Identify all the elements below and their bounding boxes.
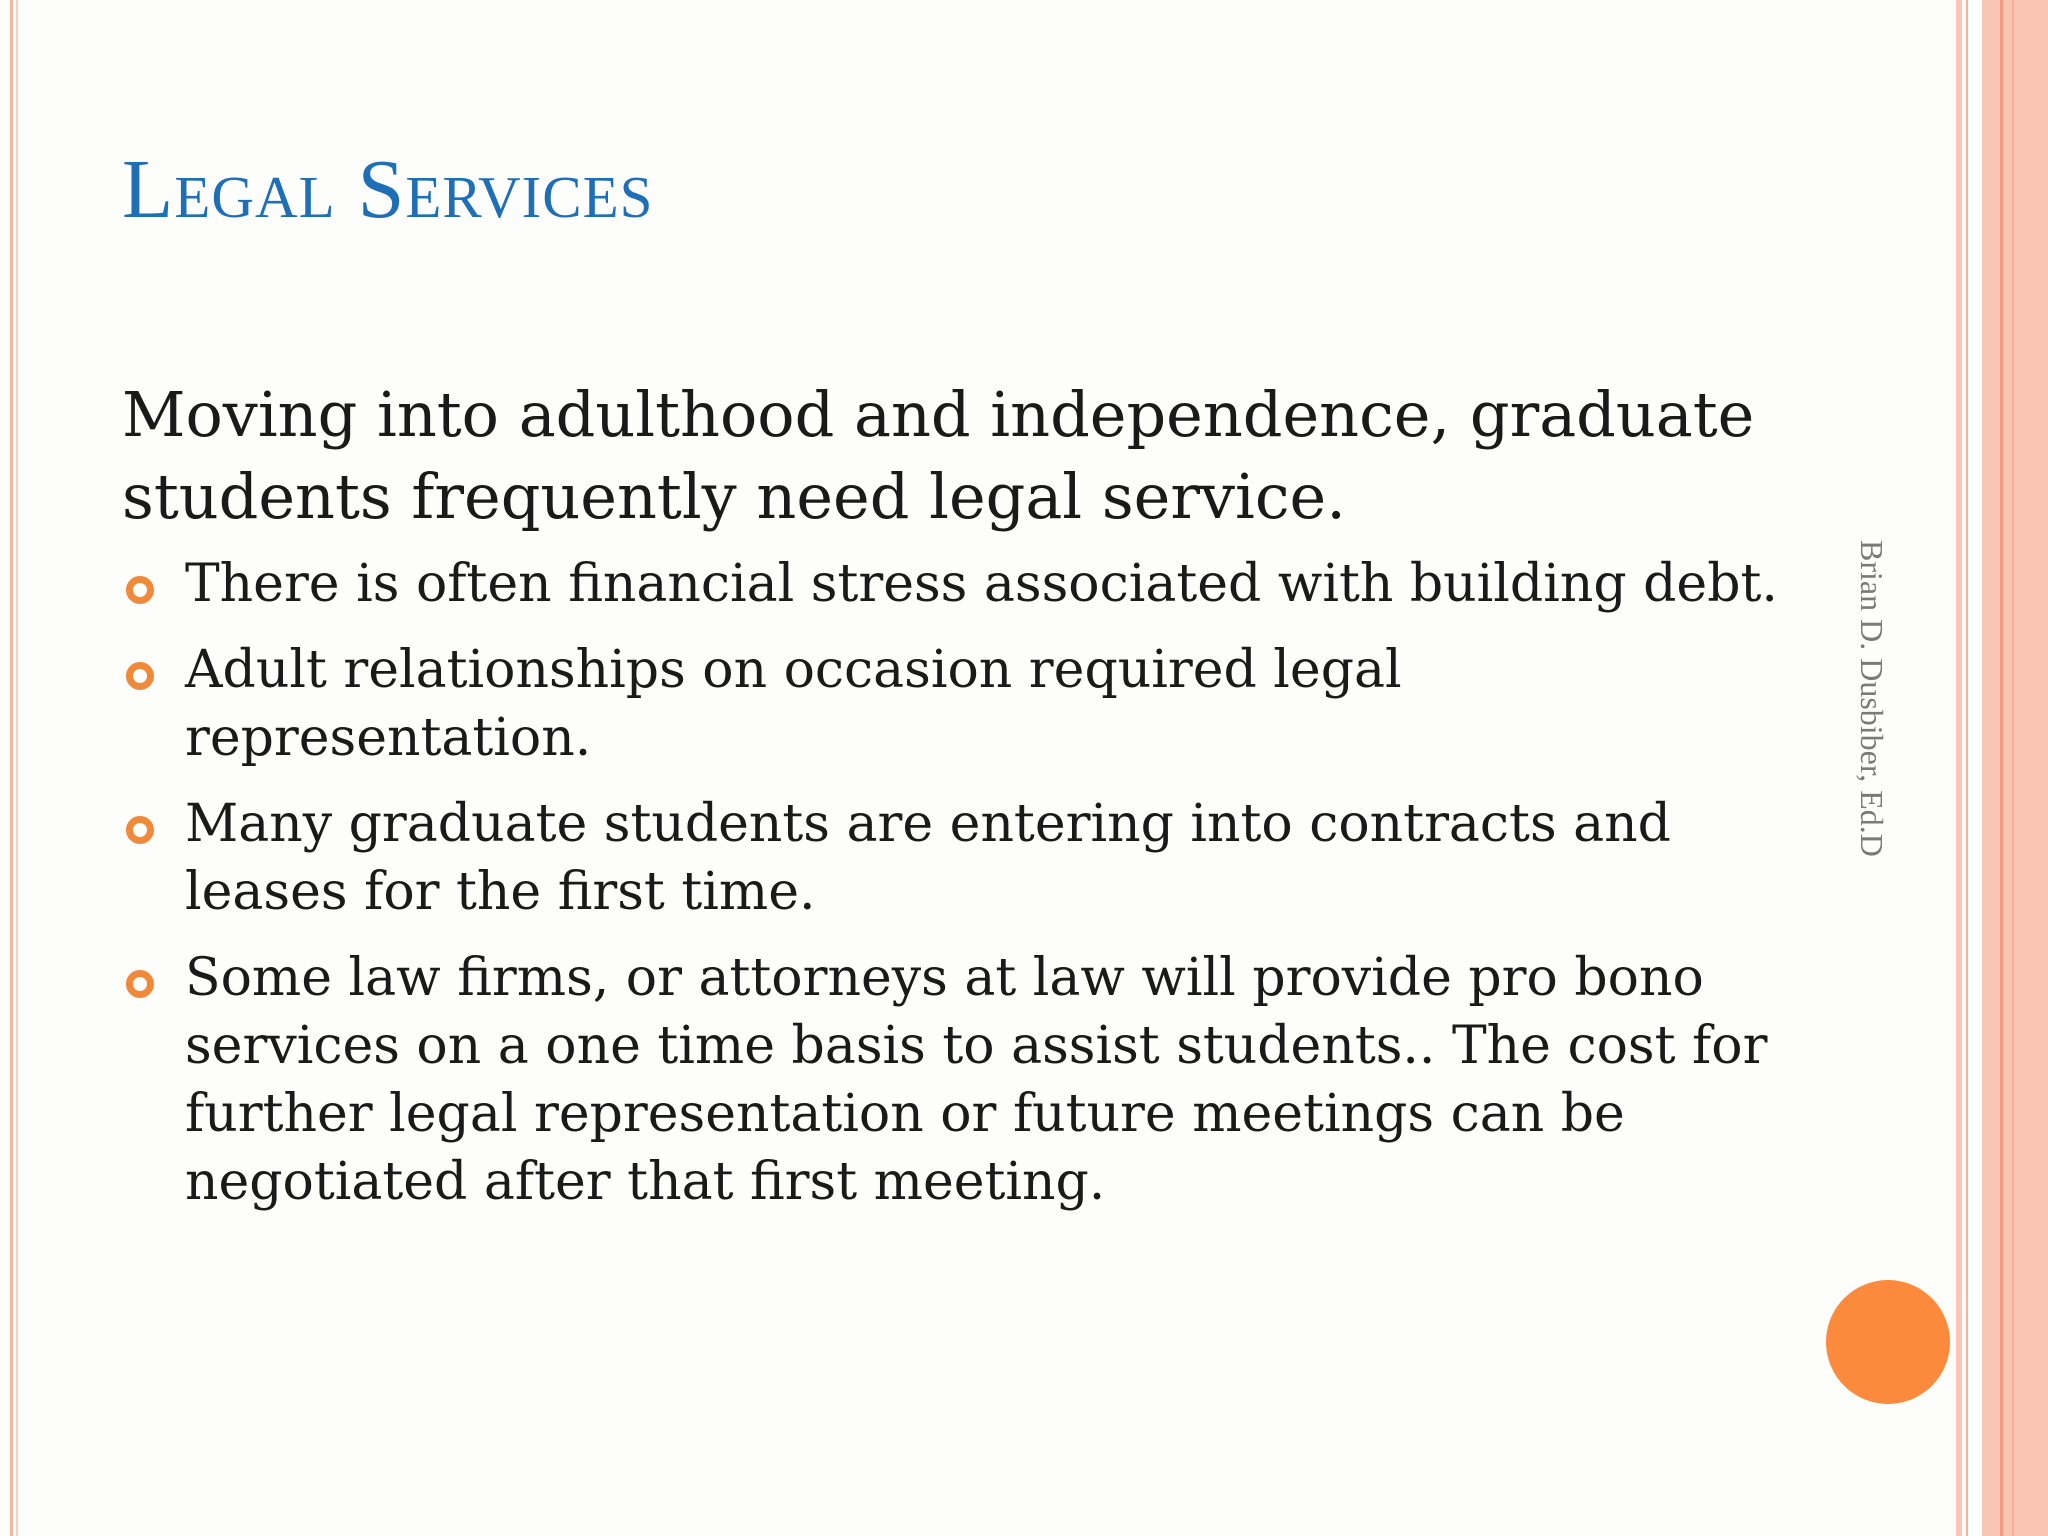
circle-bullet-icon: [126, 576, 154, 604]
list-item: [122, 550, 1802, 618]
accent-circle: [1826, 1280, 1950, 1404]
bullet-text: Adult relationships on occasion required legal representation.: [185, 640, 1402, 768]
right-band-stripe: [2000, 0, 2003, 1536]
lead-paragraph: Moving into adulthood and independence, graduate students frequently need legal service.: [122, 378, 1755, 533]
author-credit: Brian D. Dusbiber, Ed.D: [1854, 540, 1890, 857]
right-border-band: [1982, 0, 2048, 1536]
bullet-text: Many graduate students are entering into contracts and leases for the first time.: [185, 794, 1671, 922]
right-band-stripe-inner: [2012, 0, 2014, 1536]
left-border-line-inner: [16, 0, 18, 1536]
circle-bullet-icon: [126, 662, 154, 690]
list-item: [122, 636, 1802, 772]
bullet-list: [122, 550, 1802, 1216]
slide-title: Legal Services: [122, 143, 654, 236]
list-item: [122, 790, 1802, 926]
right-border-line: [1956, 0, 1962, 1536]
list-item: [122, 944, 1802, 1216]
right-border-line-inner: [1966, 0, 1968, 1536]
circle-bullet-icon: [126, 970, 154, 998]
left-border-line: [10, 0, 13, 1536]
circle-bullet-icon: [126, 816, 154, 844]
slide-body: [122, 374, 1802, 1234]
bullet-text: There is often financial stress associated with building debt.: [185, 554, 1778, 614]
bullet-text: Some law firms, or attorneys at law will provide pro bono services on a one time basis to assist students.. The cost for further legal representation or future meetings can be negotiated after that first meeting.: [185, 948, 1768, 1212]
